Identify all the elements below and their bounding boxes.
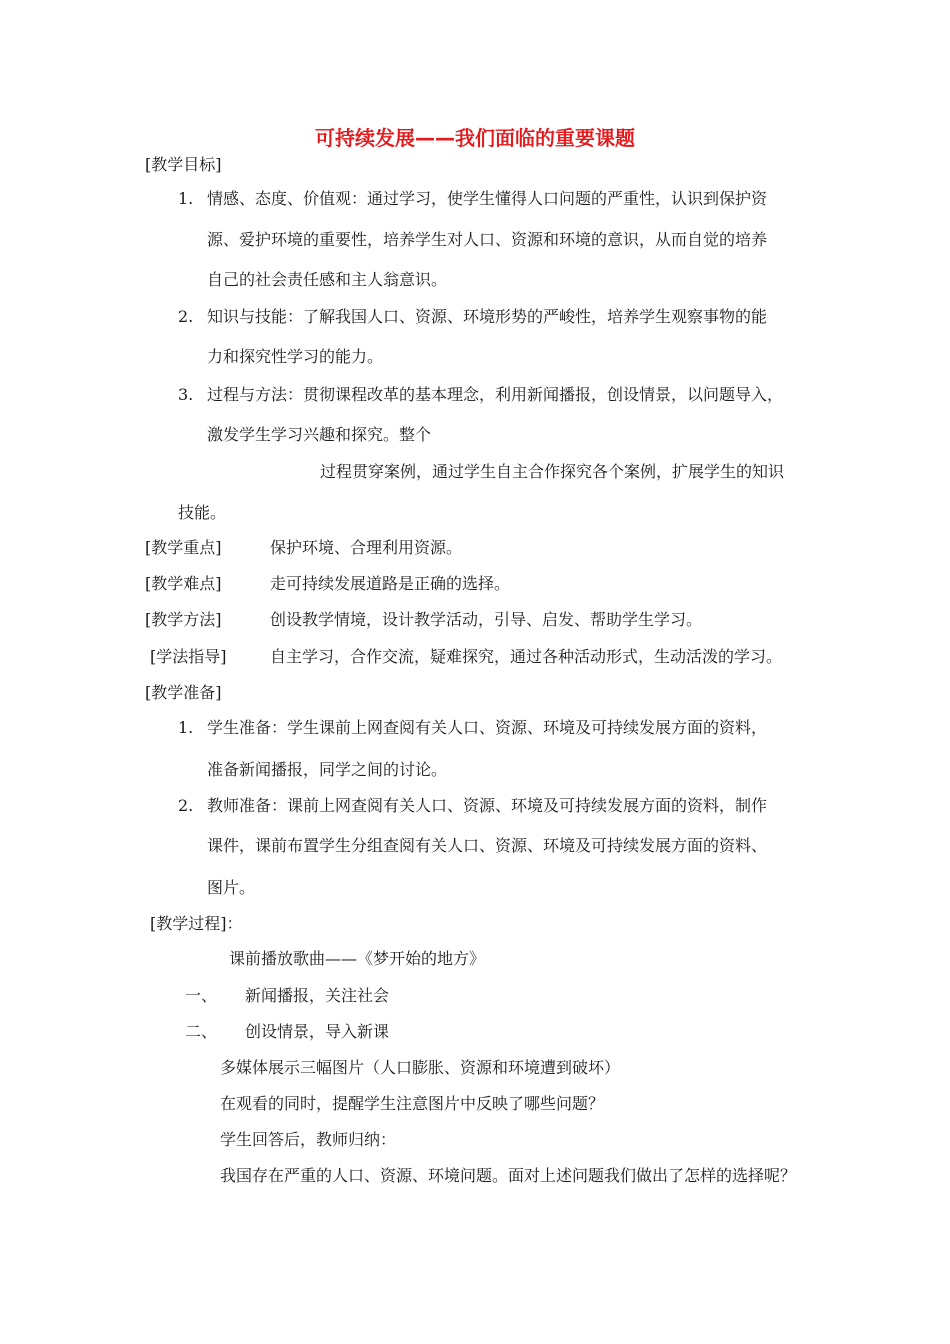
process-intro: 课前播放歌曲——《梦开始的地方》 — [229, 949, 486, 968]
preparation-2-line-3: 图片。 — [207, 878, 256, 897]
objective-3-line-1: 过程与方法：贯彻课程改革的基本理念，利用新闻播报，创设情景，以问题导入， — [207, 385, 784, 404]
difficult-point-text: 走可持续发展道路是正确的选择。 — [270, 574, 511, 593]
preparation-2-line-2: 课件，课前布置学生分组查阅有关人口、资源、环境及可持续发展方面的资料、 — [207, 836, 768, 855]
preparation-1-number: 1. — [178, 718, 194, 737]
document-title: 可持续发展——我们面临的重要课题 — [315, 126, 635, 150]
objective-1-number: 1. — [178, 189, 194, 208]
preparation-1-line-1: 学生准备：学生课前上网查阅有关人口、资源、环境及可持续发展方面的资料， — [207, 718, 768, 737]
teaching-method-label: [教学方法] — [145, 610, 222, 629]
objective-1-line-1: 情感、态度、价值观：通过学习，使学生懂得人口问题的严重性，认识到保护资 — [207, 189, 768, 208]
objectives-heading: [教学目标] — [145, 155, 222, 174]
preparation-2-number: 2. — [178, 796, 194, 815]
preparation-1-line-2: 准备新闻播报，同学之间的讨论。 — [207, 760, 448, 779]
objective-2-number: 2. — [178, 307, 194, 326]
step-1-number: 一、 — [185, 986, 218, 1005]
study-guidance-label: [学法指导] — [150, 647, 227, 666]
objective-2-line-1: 知识与技能：了解我国人口、资源、环境形势的严峻性，培养学生观察事物的能 — [207, 307, 768, 326]
process-paragraph-2: 在观看的同时，提醒学生注意图片中反映了哪些问题？ — [220, 1094, 605, 1113]
step-2-text: 创设情景，导入新课 — [245, 1022, 390, 1041]
preparation-heading: [教学准备] — [145, 683, 222, 702]
objective-1-line-2: 源、爱护环境的重要性，培养学生对人口、资源和环境的意识，从而自觉的培养 — [207, 230, 768, 249]
objective-3-line-3: 过程贯穿案例，通过学生自主合作探究各个案例，扩展学生的知识 — [320, 462, 785, 481]
process-paragraph-4: 我国存在严重的人口、资源、环境问题。面对上述问题我们做出了怎样的选择呢？ — [220, 1166, 797, 1185]
process-paragraph-3: 学生回答后，教师归纳： — [220, 1130, 397, 1149]
difficult-point-label: [教学难点] — [145, 574, 222, 593]
key-point-text: 保护环境、合理利用资源。 — [270, 538, 463, 557]
study-guidance-text: 自主学习，合作交流，疑难探究，通过各种活动形式，生动活泼的学习。 — [270, 647, 783, 666]
process-paragraph-1: 多媒体展示三幅图片（人口膨胀、资源和环境遭到破坏） — [220, 1058, 621, 1077]
objective-2-line-2: 力和探究性学习的能力。 — [207, 347, 384, 366]
teaching-method-text: 创设教学情境，设计教学活动，引导、启发、帮助学生学习。 — [270, 610, 703, 629]
objective-3-line-4: 技能。 — [178, 503, 227, 522]
key-point-label: [教学重点] — [145, 538, 222, 557]
process-heading: [教学过程]： — [150, 914, 243, 933]
objective-1-line-3: 自己的社会责任感和主人翁意识。 — [207, 270, 448, 289]
preparation-2-line-1: 教师准备：课前上网查阅有关人口、资源、环境及可持续发展方面的资料，制作 — [207, 796, 768, 815]
step-2-number: 二、 — [185, 1022, 218, 1041]
objective-3-number: 3. — [178, 385, 194, 404]
objective-3-line-2: 激发学生学习兴趣和探究。整个 — [207, 425, 432, 444]
step-1-text: 新闻播报，关注社会 — [245, 986, 390, 1005]
